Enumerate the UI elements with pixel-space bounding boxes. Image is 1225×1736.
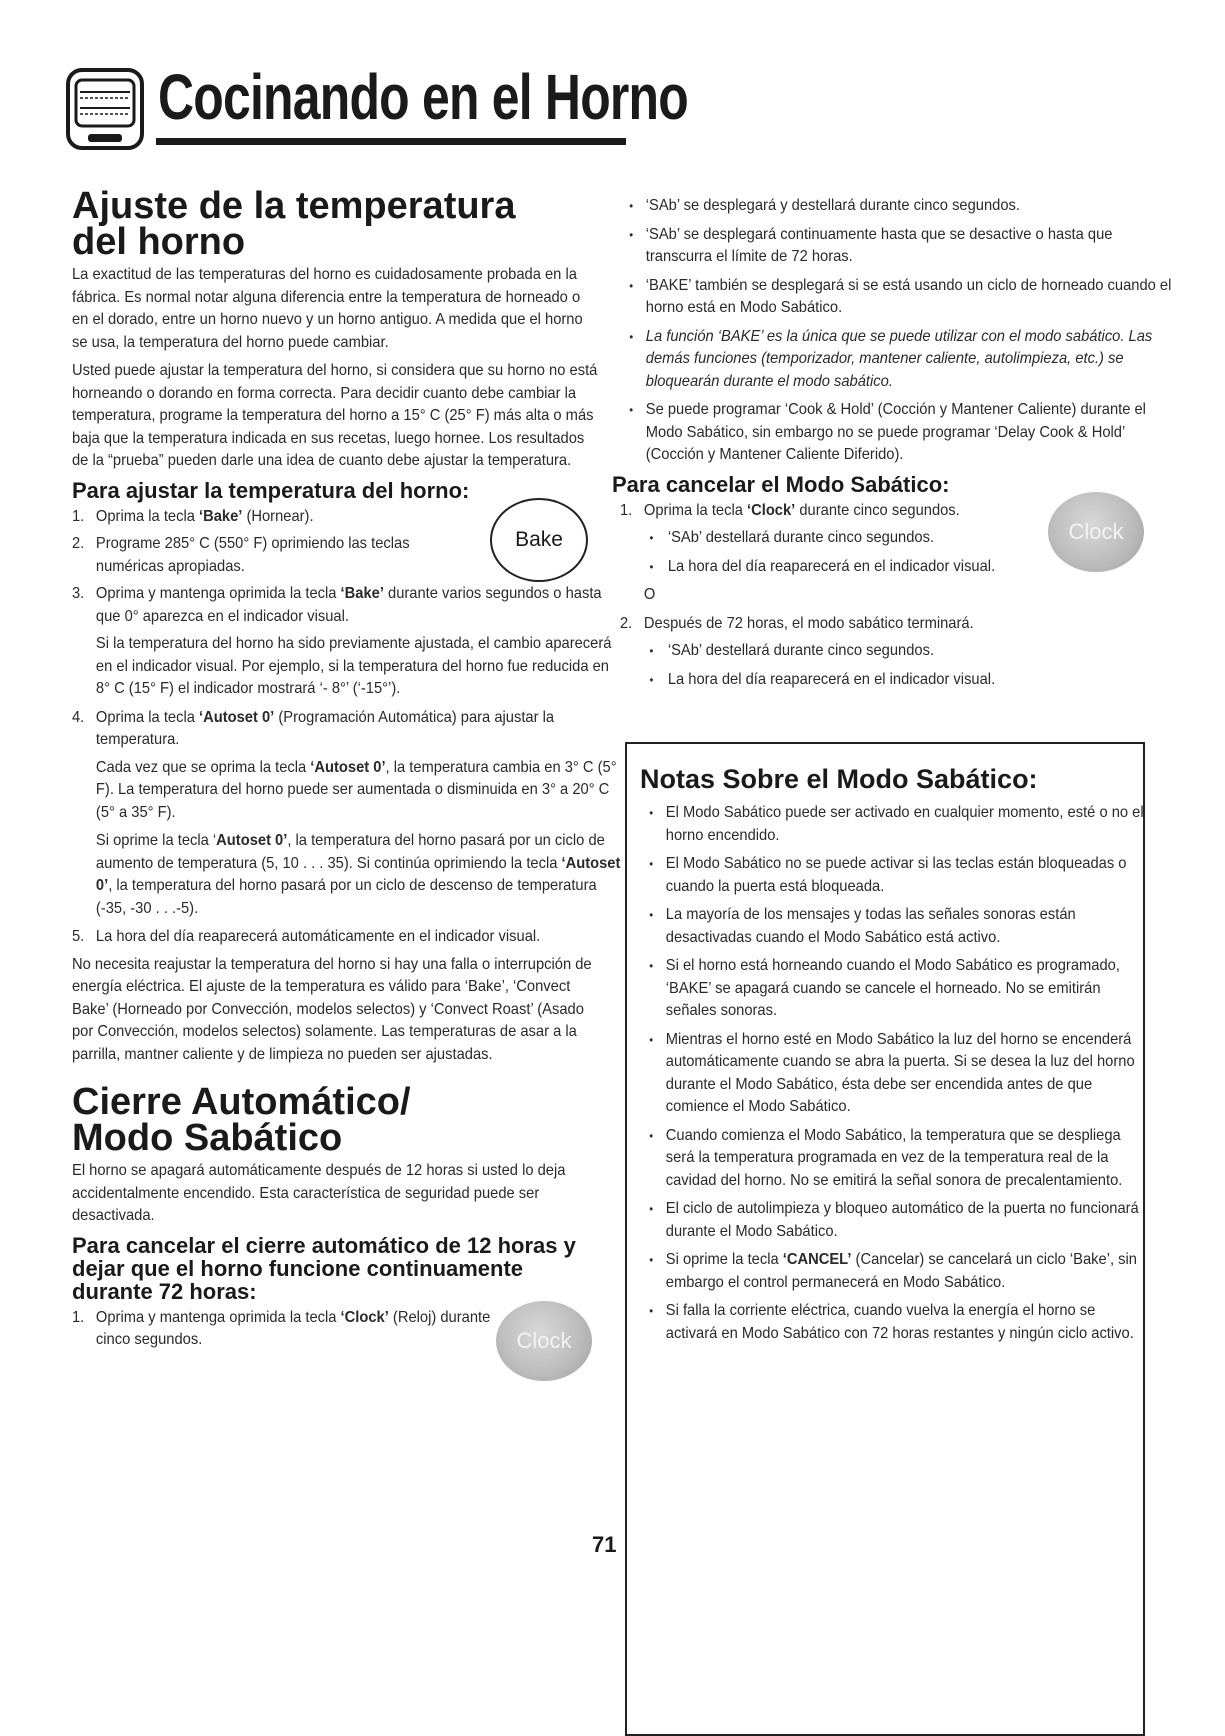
key-name: ‘Autoset 0’ <box>199 708 275 726</box>
clock-key-label: Clock <box>516 1327 572 1353</box>
step-text: Programe 285° C (550° F) oprimiendo las teclas numéricas apropiadas. <box>95 535 410 575</box>
list-item: • ‘SAb’ se desplegará y destellará durante cinco segundos. <box>620 195 1172 218</box>
list-item: • ‘SAb’ se desplegará continuamente hasta que se desactive o hasta que transcurra el límite de 72 horas. <box>620 224 1172 269</box>
list-item <box>640 1249 1151 1294</box>
clock-key-icon <box>496 1301 592 1381</box>
subheading-cancel-sabbath: Para cancelar el Modo Sabático: <box>612 471 950 497</box>
page-number: 71 <box>592 1532 617 1557</box>
note-text: Si oprime la tecla <box>665 1251 783 1268</box>
list-item: • El ciclo de autolimpieza y bloqueo automático de la puerta no funcionará durante el Modo Sabático. <box>640 1198 1151 1243</box>
list-item: • Mientras el horno esté en Modo Sabático la luz del horno se encenderá automáticamente cuando se abra la puerta. Si se desea la luz del horno durante el Modo Sabático, ésta debe ser encendida antes de que comience el Modo Sabático. <box>640 1029 1151 1119</box>
shutoff-steps <box>72 1307 602 1352</box>
key-name: Autoset 0’ <box>216 832 288 849</box>
list-item: • Se puede programar ‘Cook & Hold’ (Cocción y Mantener Caliente) durante el Modo Sabático, sin embargo no se puede programar ‘Delay Cook & Hold’ (Cocción y Mantener Caliente Diferido). <box>620 399 1172 467</box>
key-name: ‘Clock’ <box>747 501 796 519</box>
list-item: 2. Programe 285° C (550° F) oprimiendo las teclas numéricas apropiadas. <box>72 535 410 575</box>
note-text: , la temperatura del horno pasará por un ciclo de aumento de temperatura (5, 10 . . . 35). Si continúa oprimiendo la tecla <box>95 832 605 872</box>
section-title-auto-shutoff <box>72 1081 602 1159</box>
key-name: ‘CANCEL’ <box>782 1251 852 1268</box>
note-text: Cada vez que se oprima la tecla <box>95 758 311 776</box>
list-item: • El Modo Sabático no se puede activar si las teclas están bloqueadas o cuando la puerta está bloqueada. <box>640 853 1151 898</box>
notes-title: Notas Sobre el Modo Sabático: <box>640 764 1038 794</box>
list-item: 1. Oprima la tecla ‘Clock’ durante cinco segundos. <box>620 501 960 519</box>
list-item: • La mayoría de los mensajes y todas las señales sonoras están desactivadas cuando el Modo Sabático está activo. <box>640 904 1151 949</box>
paragraph: El horno se apagará automáticamente después de 12 horas si usted lo deja accidentalmente encendido. Esta característica de seguridad puede ser desactivada. <box>72 1162 566 1224</box>
step-text: Oprima la tecla <box>643 501 748 519</box>
step-text: durante cinco segundos. <box>795 501 960 519</box>
step-note: Si la temperatura del horno ha sido previamente ajustada, el cambio aparecerá en el indicador visual. Por ejemplo, si la temperatura del horno fue reducida en 8° C (15° F) el indicador mostrará ‘- 8°’ (‘-15°’). <box>95 635 612 697</box>
list-item: 3. Oprima y mantenga oprimida la tecla ‘Bake’ durante varios segundos o hasta que 0° aparezca en el indicador visual. <box>72 585 602 625</box>
list-item: • La hora del día reaparecerá en el indicador visual. <box>620 556 1194 579</box>
key-name: ‘Bake’ <box>199 507 243 525</box>
section-title-temperature <box>72 185 602 263</box>
right-column <box>612 195 1172 697</box>
section-title-line1: Cierre Automático/ <box>72 1081 411 1123</box>
paragraph: La exactitud de las temperaturas del horno es cuidadosamente probada en la fábrica. Es normal notar alguna diferencia entre la temperatura de horneado o en el dorado, entre un horno nuevo y un horno antiguo. A medida que el horno se usa, la temperatura del horno puede cambiar. <box>72 266 583 351</box>
step-text: La hora del día reaparecerá automáticamente en el indicador visual. <box>95 928 541 945</box>
step-text: (Programación Automática) para ajustar la temperatura. <box>95 708 555 748</box>
step-text: Oprima la tecla <box>95 708 200 726</box>
key-name: ‘Autoset 0’ <box>95 854 621 894</box>
clock-key-label: Clock <box>1068 518 1124 544</box>
list-item: • Si falla la corriente eléctrica, cuando vuelva la energía el horno se activará en Modo Sabático con 72 horas restantes y ningún ciclo activo. <box>640 1300 1151 1345</box>
notes-list <box>640 802 1144 1345</box>
list-item: • ‘BAKE’ también se desplegará si se está usando un ciclo de horneado cuando el horno está en Modo Sabático. <box>620 275 1172 320</box>
step-text: Oprima y mantenga oprimida la tecla <box>95 1308 341 1326</box>
sabbath-display-list <box>620 195 1172 467</box>
page-header-title: Cocinando en el Horno <box>158 61 688 133</box>
oven-icon <box>66 68 144 154</box>
list-item: • ‘SAb’ destellará durante cinco segundos. <box>620 527 1194 550</box>
list-item: • La función ‘BAKE’ es la única que se puede utilizar con el modo sabático. Las demás funciones (temporizador, mantener caliente, autolimpieza, etc.) se bloquearán durante el modo sabático. <box>620 326 1172 394</box>
step-note <box>72 830 623 920</box>
paragraph: Usted puede ajustar la temperatura del horno, si considera que su horno no está horneando o dorando en forma correcta. Para decidir cuanto debe cambiar la temperatura, programe la temperatura del horno a 15° C (25° F) más alta o más baja que la temperatura indicada en sus recetas, luego hornee. Los resultados de la “prueba” pueden darle una idea de cuanto debe ajustar la temperatura. <box>72 362 598 469</box>
note-text: , la temperatura del horno pasará por un ciclo de descenso de temperatura (-35, -30 . . .-5). <box>95 877 597 917</box>
note-text: , la temperatura cambia en 3° C (5° F). La temperatura del horno puede ser aumentada o disminuida en 3° a 20° C (5° a 35° F). <box>95 758 617 821</box>
list-item: 5. La hora del día reaparecerá automáticamente en el indicador visual. <box>72 928 541 945</box>
adjust-steps <box>72 506 621 949</box>
paragraph: No necesita reajustar la temperatura del horno si hay una falla o interrupción de energía eléctrica. El ajuste de la temperatura es válido para ‘Bake’, ‘Convect Bake’ (Horneado por Convección, modelos selectos) y ‘Convect Roast’ (Asado por Convección, modelos selectos) solamente. Las temperaturas de asar a la parrilla, mantner caliente y de limpieza no pueden ser ajustadas. <box>72 955 592 1063</box>
step-text: (Reloj) durante cinco segundos. <box>95 1308 491 1348</box>
note-text: Si oprime la tecla ‘ <box>95 832 217 849</box>
step-text: durante varios segundos o hasta que 0° aparezca en el indicador visual. <box>95 585 602 625</box>
list-item: • El Modo Sabático puede ser activado en cualquier momento, esté o no el horno encendido. <box>640 802 1151 847</box>
list-item: 4. Oprima la tecla ‘Autoset 0’ (Programación Automática) para ajustar la temperatura. <box>72 708 555 748</box>
subheading-cancel-shutoff: Para cancelar el cierre automático de 12 horas y dejar que el horno funcione continuamente durante 72 horas: <box>72 1232 576 1304</box>
step-text: (Hornear). <box>242 507 314 525</box>
key-name: ‘Autoset 0’ <box>310 758 386 776</box>
section-title-line2: del horno <box>72 221 246 263</box>
list-item: 1. Oprima la tecla ‘Bake’ (Hornear). <box>72 507 314 525</box>
left-column <box>72 185 621 1357</box>
section-title-line1: Ajuste de la temperatura <box>72 185 516 227</box>
key-name: ‘Bake’ <box>340 585 384 602</box>
subheading-adjust-temp: Para ajustar la temperatura del horno: <box>72 477 470 503</box>
step-text: Oprima y mantenga oprimida la tecla <box>95 585 341 602</box>
cancel-sabbath-steps <box>620 500 1150 692</box>
list-item: • La hora del día reaparecerá en el indicador visual. <box>620 669 1194 692</box>
notes-content <box>640 760 1144 1351</box>
or-separator: O <box>643 586 656 603</box>
section-title-line2: Modo Sabático <box>72 1117 343 1159</box>
list-item: • Cuando comienza el Modo Sabático, la temperatura que se despliega será la temperatura programada en vez de la temperatura real de la cavidad del horno. No se emitirá la señal sonora de precalentamiento. <box>640 1125 1151 1193</box>
list-item: 1. Oprima y mantenga oprimida la tecla ‘Clock’ (Reloj) durante cinco segundos. <box>72 1308 491 1348</box>
note-text: (Cancelar) se cancelará un ciclo ‘Bake’, sin embargo el control permanecerá en Modo Sabático. <box>665 1251 1137 1291</box>
list-item: • ‘SAb’ destellará durante cinco segundos. <box>620 640 1194 663</box>
step-text: Después de 72 horas, el modo sabático terminará. <box>643 614 974 632</box>
step-text: Oprima la tecla <box>95 507 200 525</box>
step-note <box>72 757 623 825</box>
header-rule <box>156 138 626 145</box>
bake-key-label: Bake <box>515 527 563 551</box>
list-item: • Si el horno está horneando cuando el Modo Sabático es programado, ‘BAKE’ se apagará cuando se cancele el horneado. No se emitirán señales sonoras. <box>640 955 1151 1023</box>
list-item: 2. Después de 72 horas, el modo sabático terminará. <box>620 614 974 632</box>
key-name: ‘Clock’ <box>340 1308 389 1326</box>
